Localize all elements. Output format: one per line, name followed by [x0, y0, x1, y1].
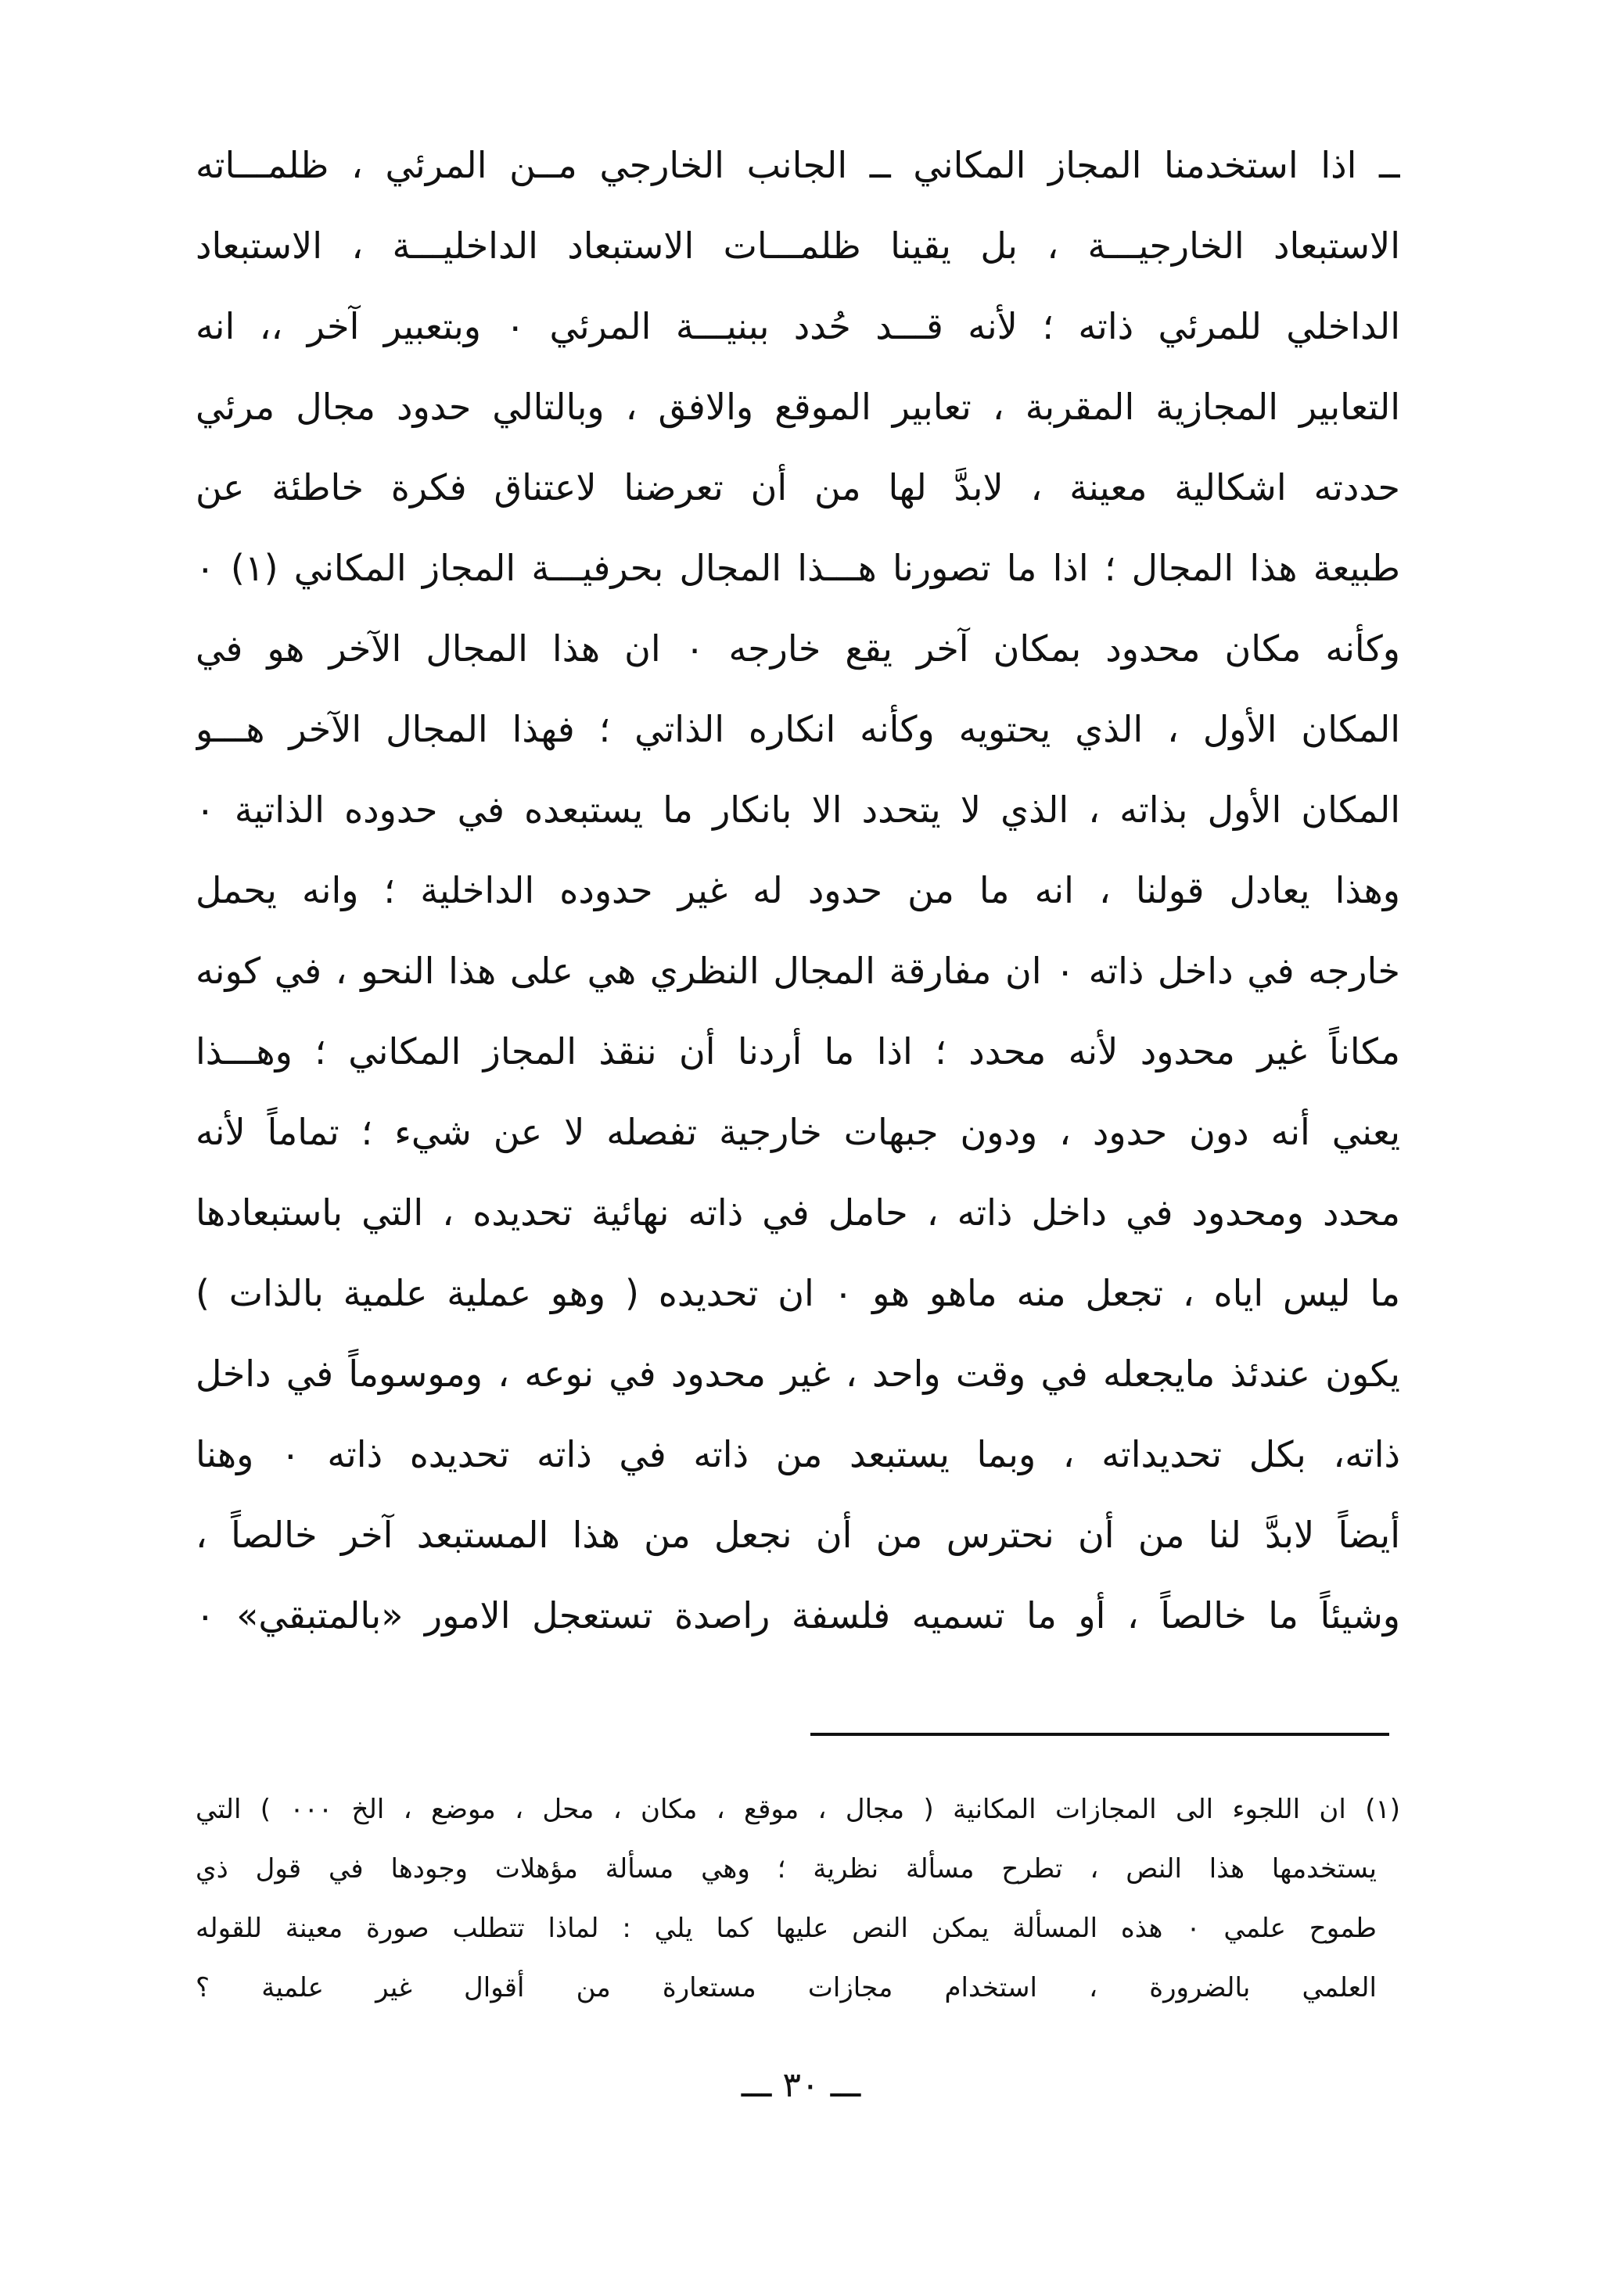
body-line: الداخلي للمرئي ذاته ؛ لأنه قـــد حُدد ببنيـــة المرئي ٠ وبتعبير آخر ،، انه — [196, 305, 1400, 347]
body-line: ما ليس اياه ، تجعل منه ماهو هو ٠ ان تحديده ( وهو عملية علمية بالذات ) — [196, 1272, 1400, 1314]
body-line: ذاته، بكل تحديداته ، وبما يستبعد من ذاته في ذاته تحديده ذاته ٠ وهنا — [196, 1433, 1400, 1475]
body-line: المكان الأول بذاته ، الذي لا يتحدد الا بانكار ما يستبعده في حدوده الذاتية ٠ — [196, 789, 1400, 831]
body-line: الاستبعاد الخارجيـــة ، بل يقينا ظلمـــات الاستبعاد الداخليـــة ، الاستبعاد — [196, 225, 1400, 267]
body-line: وكأنه مكان محدود بمكان آخر يقع خارجه ٠ ان هذا المجال الآخر هو في — [196, 627, 1400, 670]
footnote-line: (١) ان اللجوء الى المجازات المكانية ( مجال ، موقع ، مكان ، محل ، موضع ، الخ ٠٠٠ ) التي — [196, 1794, 1400, 1825]
body-line: خارجه في داخل ذاته ٠ ان مفارقة المجال النظري هي على هذا النحو ، في كونه — [196, 950, 1400, 992]
body-line: طبيعة هذا المجال ؛ اذا ما تصورنا هـــذا المجال بحرفيـــة المجاز المكاني (١) ٠ — [196, 547, 1400, 589]
footnote-line: يستخدمها هذا النص ، تطرح مسألة نظرية ؛ وهي مسألة مؤهلات وجودها في قول ذي — [196, 1853, 1377, 1885]
footnote-line: طموح علمي ٠ هذه المسألة يمكن النص عليها كما يلي : لماذا تتطلب صورة معينة للقوله — [196, 1913, 1377, 1944]
body-line: محدد ومحدود في داخل ذاته ، حامل في ذاته نهائية تحديده ، التي باستبعادها — [196, 1191, 1400, 1234]
body-line: المكان الأول ، الذي يحتويه وكأنه انكاره الذاتي ؛ فهذا المجال الآخر هـــو — [196, 708, 1400, 750]
body-line: أيضاً لابدَّ لنا من أن نحترس من أن نجعل من هذا المستبعد آخر خالصاً ، — [196, 1514, 1400, 1556]
footnote-line: العلمي بالضرورة ، استخدام مجازات مستعارة من أقوال غير علمية ؟ — [196, 1972, 1377, 2003]
page-number: ـــ ٣٠ ـــ — [741, 2065, 861, 2105]
body-line: ــ اذا استخدمنا المجاز المكاني ــ الجانب الخارجي مــن المرئي ، ظلمـــاته — [196, 144, 1400, 186]
body-line: يعني أنه دون حدود ، ودون جبهات خارجية تفصله لا عن شيء ؛ تماماً لأنه — [196, 1111, 1400, 1153]
body-line: وشيئاً ما خالصاً ، أو ما تسميه فلسفة راصدة تستعجل الامور «بالمتبقي» ٠ — [196, 1594, 1400, 1637]
body-line: مكاناً غير محدود لأنه محدد ؛ اذا ما أردنا أن ننقذ المجاز المكاني ؛ وهـــذا — [196, 1030, 1400, 1073]
body-text — [196, 125, 1400, 1656]
body-line: حددته اشكالية معينة ، لابدَّ لها من أن تعرضنا لاعتناق فكرة خاطئة عن — [196, 466, 1400, 508]
footnote — [196, 1780, 1400, 2018]
body-line: التعابير المجازية المقربة ، تعابير الموقع والافق ، وبالتالي حدود مجال مرئي — [196, 386, 1400, 428]
body-line: وهذا يعادل قولنا ، انه ما من حدود له غير حدوده الداخلية ؛ وانه يحمل — [196, 869, 1400, 911]
footnote-divider — [810, 1733, 1389, 1736]
body-line: يكون عندئذ مايجعله في وقت واحد ، غير محدود في نوعه ، وموسوماً في داخل — [196, 1353, 1400, 1395]
